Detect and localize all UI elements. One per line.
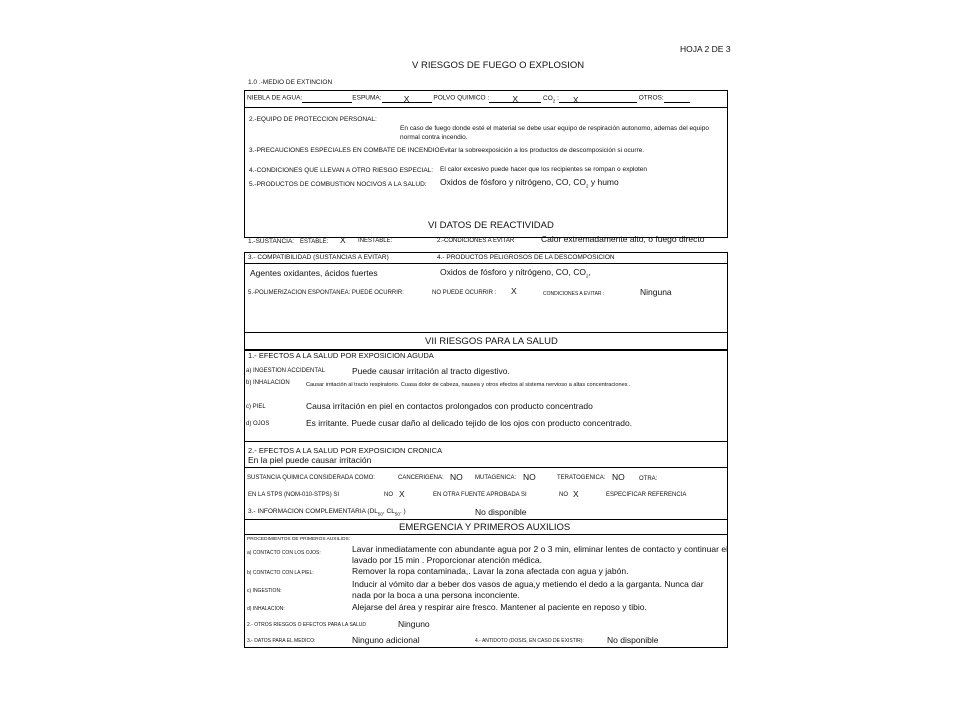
sustancia-label: 1.-SUSTANCIA: (248, 238, 295, 245)
fire-box-right (727, 108, 728, 237)
productos-tail: y humo (588, 177, 619, 187)
em-ojos-label: a) CONTACTO CON LOS OJOS: (247, 550, 321, 556)
precauciones-label: 3.-PRECAUCIONES ESPECIALES EN COMBATE DE INCENDIO: (249, 147, 442, 154)
cronica-top-line (244, 441, 728, 442)
emergency-top-line (244, 519, 728, 520)
info-sub2: 50 (394, 511, 400, 517)
otros-blank (664, 94, 690, 103)
productos-label: 5.-PRODUCTOS DE COMBUSTION NOCIVOS A LA SALUD: (249, 181, 427, 188)
co2-label (543, 95, 559, 102)
stps-no: NO (384, 492, 393, 498)
stps-text: EN LA STPS (NOM-010-STPS) SI (248, 492, 340, 498)
productos-sub: 2 (585, 183, 589, 189)
em-inhalacion-value: Alejarse del área y respirar aire fresco. Mantener al paciente en reposo y tibio. (352, 602, 647, 612)
cond-evitar-label: 2.-CONDICIONES A EVITAR (437, 238, 515, 244)
reactivity-box-left (244, 264, 245, 332)
polvo-label: POLVO QUIMICO : (433, 94, 490, 102)
em-medico-label: 3.- DATOS PARA EL MEDICO: (247, 638, 316, 644)
peligrosos-label: 4.- PRODUCTOS PELIGROSOS DE LA DESCOMPOSICION (437, 254, 615, 261)
cancer-label: CANCERIGENA: (398, 475, 444, 481)
co2-sub: 2 (552, 98, 556, 103)
cond-evitar2-value: Ninguna (640, 287, 672, 297)
inhalacion-value: Causar irritación al tracto respiratorio. Cuasa dolor de cabeza, nausea y otros efectos al sistema nervioso a altas concentraciones . (306, 382, 631, 388)
espuma-label: ESPUMA: (352, 94, 382, 102)
aguda-title: 1.- EFECTOS A LA SALUD POR EXPOSICION AGUDA (248, 351, 434, 360)
precauciones-text: Evitar la sobreexposición a los productos de descomposición si ocurre. (440, 147, 645, 154)
medio-extincion-label: 1.0 .-MEDIO DE EXTINCION (248, 79, 333, 86)
stps-mark: X (399, 489, 405, 499)
em-antidoto-value: No disponible (607, 635, 659, 645)
page-number: HOJA 2 DE 3 (680, 44, 731, 54)
em-otros-value: Ninguno (398, 619, 430, 629)
productos-main: Oxidos de fósforo y nitrógeno, CO, CO (440, 177, 586, 187)
especificar-label: ESPECIFICAR REFERENCIA (606, 492, 687, 498)
polvo-value (489, 94, 541, 103)
em-ingestion-value: Inducir al vómito dar a beber dos vasos de agua,y metiendo el dedo a la garganta. Nunca dar nada por la boca a una persona inconciente. (352, 579, 704, 600)
em-piel-label: b) CONTACTO CON LA PIEL: (247, 570, 314, 576)
otros-label: OTROS: (638, 94, 664, 102)
reactivity-box-right (727, 264, 728, 332)
info-label (248, 508, 406, 516)
otra-label: OTRA: (639, 476, 658, 482)
cronica-bottom-line (244, 467, 728, 468)
cond-evitar-value: Calor extremadamente alto, o fuego directo (541, 234, 705, 244)
no-puede-mark: X (511, 286, 517, 296)
piel-value: Causa irritación en piel en contactos prolongados con producto concentrado (306, 401, 593, 411)
em-antidoto-label: 4.- ANTIDOTO (DOSIS, EN CASO DE EXISTIR): (475, 638, 584, 644)
ojos-value: Es irritante. Puede cusar daño al delicado tejido de los ojos con producto concentrado. (306, 418, 633, 428)
peligrosos-value (440, 267, 591, 279)
extinction-media (247, 94, 690, 103)
condiciones-text: El calor excesivo puede hacer que los recipientes se rompan o exploten (440, 166, 648, 173)
co2-text: CO (543, 94, 553, 102)
section-title-fire: V RIESGOS DE FUEGO O EXPLOSION (412, 60, 585, 71)
polim-label: 5.-POLIMERIZACION ESPONTANEA: PUEDE OCURRIR: (248, 290, 404, 296)
muta-value: NO (523, 472, 536, 482)
em-inhalacion-label: d) INHALACION: (247, 606, 285, 612)
info-end: . ) (399, 508, 406, 515)
info-main: 3.- INFORMACION COMPLEMENTARIA (DL (248, 508, 378, 515)
estable-label: ESTABLE: (300, 239, 329, 245)
co2-mark: X (572, 95, 579, 105)
em-medico-value: Ninguno adicional (352, 635, 420, 645)
terato-label: TERATOGENICA: (557, 475, 606, 481)
em-otros-label: 2.- OTROS RIESGOS O EFECTOS PARA LA SALUD (247, 622, 367, 628)
compat-label: 3.- COMPATIBILIDAD (SUSTANCIAS A EVITAR) (248, 254, 389, 261)
cronica-value: En la piel puede causar irritación (248, 455, 372, 465)
em-piel-value: Remover la ropa contaminada,. Lavar la zona afectada con agua y jabón. (352, 566, 629, 576)
fuente-text: EN OTRA FUENTE APROBADA SI (433, 492, 527, 498)
section-title-emergency: EMERGENCIA Y PRIMEROS AUXILIOS (399, 522, 571, 533)
emergency-title-line (244, 534, 728, 535)
proc-label: PROCEDIMIENTOS DE PRIMEROS AUXILIOS: (247, 537, 351, 542)
equipo-label: 2.-EQUIPO DE PROTECCION PERSONAL: (249, 116, 377, 123)
em-ingestion-label: c) INGESTION: (247, 588, 282, 594)
condiciones-label: 4.-CONDICIONES QUE LLEVAN A OTRO RIESGO ESPECIAL: (249, 167, 434, 174)
cancer-value: NO (450, 472, 463, 482)
espuma-mark: X (403, 94, 410, 104)
section-title-reactivity: VI DATOS DE REACTIVIDAD (428, 220, 554, 231)
piel-label: c) PIEL (246, 404, 266, 410)
info-value: No disponible (475, 507, 527, 517)
inhalacion-label: b) INHALACION (246, 380, 290, 386)
ingestion-value: Puede causar irritación al tracto digestivo. (352, 366, 510, 376)
espuma-value (382, 94, 432, 103)
peligrosos-sub: 2 (585, 273, 589, 279)
info-sub1: 50 (377, 511, 383, 517)
terato-value: NO (612, 472, 625, 482)
ojos-label: d) OJOS (246, 421, 270, 427)
equipo-text: En caso de fuego donde esté el material se debe usar equipo de respiración autonomo, ademas del equipo normal contra incendio. (400, 125, 709, 141)
info-mid: , CL (382, 508, 395, 515)
co2-colon: : (555, 94, 559, 102)
polvo-mark: X (512, 94, 519, 104)
inestable-label: INESTABLE: (358, 238, 393, 244)
productos-text (440, 177, 619, 189)
cronica-title: 2.- EFECTOS A LA SALUD POR EXPOSICION CRONICA (248, 446, 443, 455)
section-title-health: VII RIESGOS PARA LA SALUD (425, 336, 558, 347)
muta-label: MUTAGENICA: (475, 475, 517, 481)
estable-mark: X (340, 235, 346, 245)
sust-label: SUSTANCIA QUIMICA CONSIDERADA COMO: (247, 475, 375, 481)
fire-box-left (244, 108, 245, 237)
no-puede-label: NO PUEDE OCURRIR : (432, 290, 497, 296)
co2-value (559, 95, 637, 103)
ingestion-label: a) INGESTION ACCIDENTAL (246, 368, 325, 374)
compat-value: Agentes oxidantes, ácidos fuertes (250, 268, 378, 278)
fuente-no: NO (559, 492, 568, 498)
cond-evitar2-label: CONDICIONES A EVITAR : (543, 291, 605, 297)
fuente-mark: X (573, 489, 579, 499)
peligrosos-tail: , (588, 267, 591, 277)
niebla-label: NIEBLA DE AGUA: (247, 94, 303, 102)
niebla-blank (302, 94, 352, 103)
peligrosos-main: Oxidos de fósforo y nitrógeno, CO, CO (440, 267, 586, 277)
em-ojos-value: Lavar inmediatamente con abundante agua por 2 o 3 min, eliminar lentes de contacto y continuar el lavado por 15 min . Proporcionar atención médica. (352, 544, 728, 565)
